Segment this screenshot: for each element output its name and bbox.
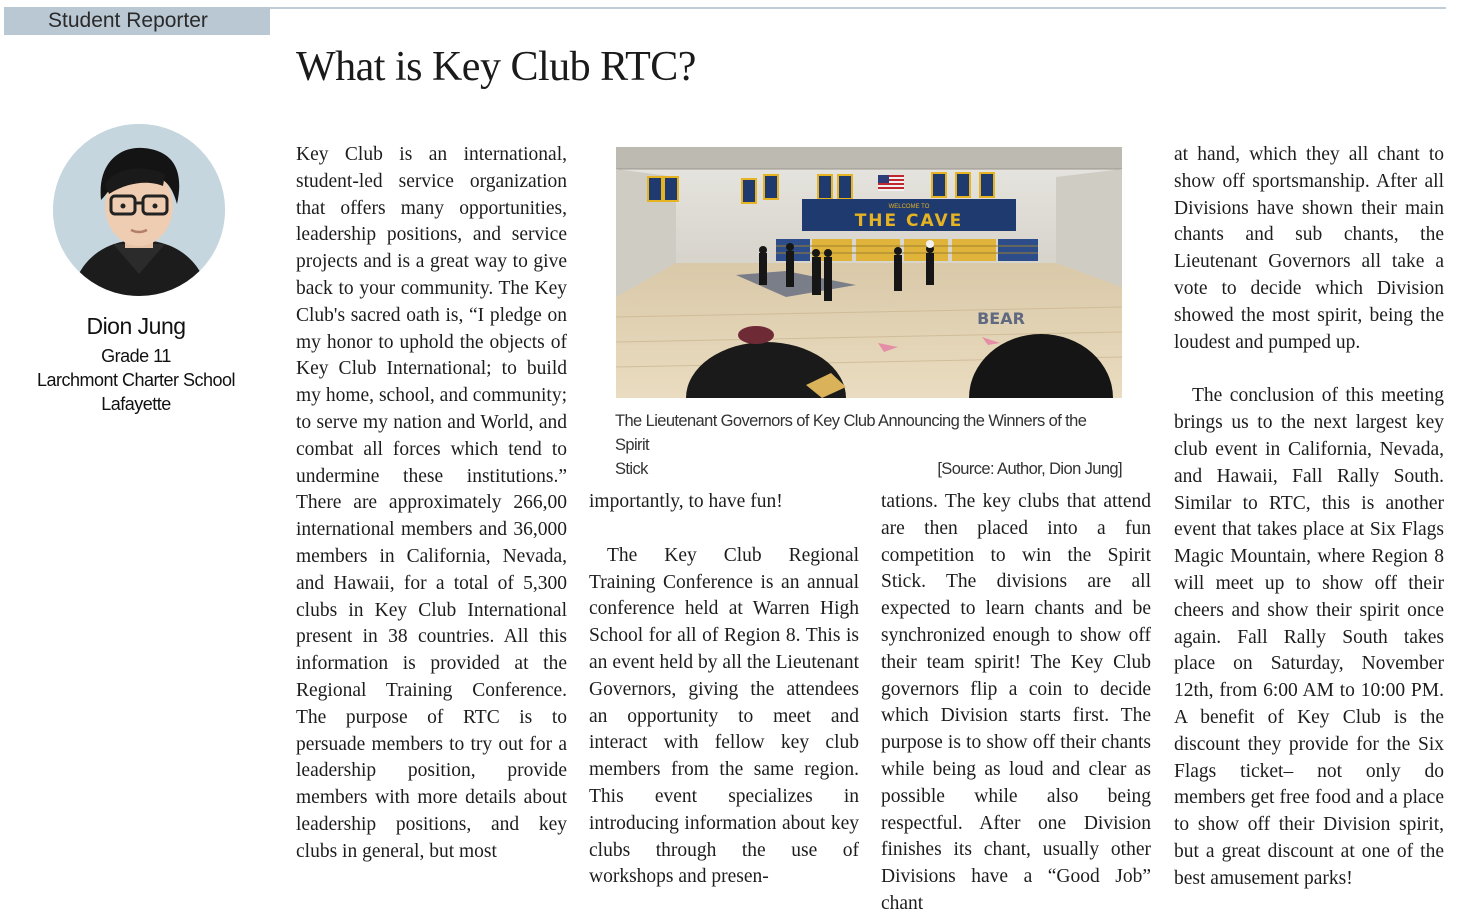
author-info	[0, 312, 272, 416]
article-photo	[616, 147, 1122, 398]
banner-big-text: THE CAVE	[854, 211, 964, 231]
author-name: Dion Jung	[86, 313, 186, 339]
column-4-text-2: The conclusion of this meeting brings us to the next largest key club event in California, Nevada, and Hawaii, Fall Rally South. Similar to RTC, this is another event that takes place at Six Flags Magic Mountain, where Region 8 will meet up to show off their cheers and show their spirit once again. Fall Rally South takes place on Saturday, November 12th, from 6:00 AM to 10:00 PM. A benefit of Key Club is the discount they provide for the Six Flags ticket– not only do members get free food and a place to show off their Division spirit, but a great discount at one of the best amusement parks!	[1174, 385, 1444, 889]
column-2-text-2: The Key Club Regional Training Conference is an annual conference held at Warren High School for all of Region 8. This is an event held by all the Lieutenant Governors, giving the attendees an opportunity to meet and interact with fellow key club members from the same region. This event specializes in introducing information about key clubs through the use of workshops and presen-	[589, 544, 859, 888]
author-school: Larchmont Charter School	[36, 370, 236, 390]
column-3-text: tations. The key clubs that attend are then placed into a fun competition to win the Spirit Stick. The divisions are all expected to learn chants and be synchronized enough to show off their team spirit! The Key Club governors flip a coin to decide which Division starts first. The purpose is to show off their chants while being as loud and clear as possible while also being respectful. After one Division finishes its chant, usually other Divisions have a “Good Job” chant	[881, 491, 1151, 914]
caption-line-2: Stick	[615, 460, 648, 478]
column-4-text-1: at hand, which they all chant to show off sportsmanship. After all Divisions have shown their main chants and sub chants, the Lieutenant Governors all take a vote to decide which Division showed the most spirit, being the loudest and pumped up.	[1174, 144, 1444, 353]
article-column-2	[589, 489, 859, 891]
article-headline: What is Key Club RTC?	[296, 44, 696, 90]
author-grade: Grade 11	[101, 346, 171, 366]
header-rule	[270, 7, 1446, 9]
author-campus: Lafayette	[101, 394, 171, 414]
author-portrait-illustration	[53, 124, 225, 296]
column-2-text-1: importantly, to have fun!	[589, 491, 783, 512]
article-column-1	[296, 142, 567, 866]
banner-small-text: WELCOME TO	[888, 204, 930, 210]
article-column-4	[1174, 142, 1444, 893]
caption-source: [Source: Author, Dion Jung]	[937, 460, 1122, 478]
gym-photo-illustration	[616, 147, 1122, 398]
caption-line-1: The Lieutenant Governors of Key Club Announcing the Winners of the Spirit	[615, 412, 1087, 454]
column-1-text: Key Club is an international, student-led service organization that offers many opportunities, leadership positions, and service projects and is a great way to give back to your community. The Key Club's sacred oath is, “I pledge on my honor to uphold the objects of Key Club International; to build my home, school, and community; to serve my nation and World, and combat all forces which tend to undermine these institutions.” There are approximately 266,00 international members and 36,000 members in California, Nevada, and Hawaii, for a total of 5,300 clubs in Key Club International present in 38 countries. All this information is provided at the Regional Training Conference. The purpose of RTC is to persuade members to try out for a leadership position, provide members with more details about leadership positions, and key clubs in general, but most	[296, 144, 567, 862]
article-column-3	[881, 489, 1151, 918]
author-avatar	[53, 124, 225, 296]
floor-text: BEAR	[977, 309, 1025, 328]
photo-caption	[615, 409, 1122, 481]
section-label: Student Reporter	[4, 7, 270, 35]
